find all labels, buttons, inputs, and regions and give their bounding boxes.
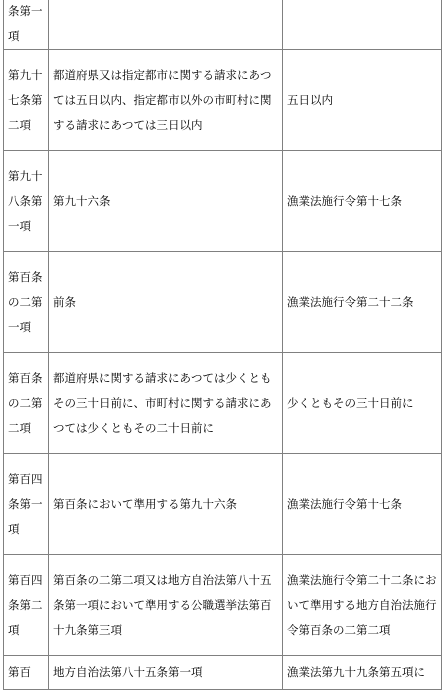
- replacement-cell: [283, 0, 442, 50]
- replacement-cell: 漁業法施行令第十七条: [283, 151, 442, 252]
- article-cell: 第九十七条第二項: [4, 50, 49, 151]
- provision-cell: 第九十六条: [49, 151, 283, 252]
- provision-cell: [49, 0, 283, 50]
- replacement-cell: 漁業法施行令第十七条: [283, 454, 442, 555]
- table-row: [4, 656, 442, 690]
- table-row: [4, 0, 442, 50]
- table-row: [4, 151, 442, 252]
- replacement-cell: 漁業法施行令第二十二条において準用する地方自治法施行令第百条の二第二項: [283, 555, 442, 656]
- provision-cell: 都道府県に関する請求にあつては少くともその三十日前に、市町村に関する請求にあつては少くともその二十日前に: [49, 353, 283, 454]
- provision-cell: 都道府県又は指定都市に関する請求にあつては五日以内、指定都市以外の市町村に関する請求にあつては三日以内: [49, 50, 283, 151]
- table-row: [4, 252, 442, 353]
- article-cell: 第百条の二第二項: [4, 353, 49, 454]
- article-cell: 第百四条第一項: [4, 454, 49, 555]
- provision-cell: 前条: [49, 252, 283, 353]
- table-row: [4, 353, 442, 454]
- article-cell: 第百: [4, 656, 49, 690]
- provision-replacement-table: [3, 0, 442, 690]
- article-cell: 条第一項: [4, 0, 49, 50]
- replacement-cell: 漁業法第九十九条第五項に: [283, 656, 442, 690]
- article-cell: 第九十八条第一項: [4, 151, 49, 252]
- provision-cell: 第百条の二第二項又は地方自治法第八十五条第一項において準用する公職選挙法第百十九条第三項: [49, 555, 283, 656]
- provision-cell: 地方自治法第八十五条第一項: [49, 656, 283, 690]
- table-row: [4, 454, 442, 555]
- table-row: [4, 555, 442, 656]
- replacement-cell: 漁業法施行令第二十二条: [283, 252, 442, 353]
- replacement-cell: 五日以内: [283, 50, 442, 151]
- table-row: [4, 50, 442, 151]
- provision-cell: 第百条において準用する第九十六条: [49, 454, 283, 555]
- article-cell: 第百四条第二項: [4, 555, 49, 656]
- replacement-cell: 少くともその三十日前に: [283, 353, 442, 454]
- article-cell: 第百条の二第一項: [4, 252, 49, 353]
